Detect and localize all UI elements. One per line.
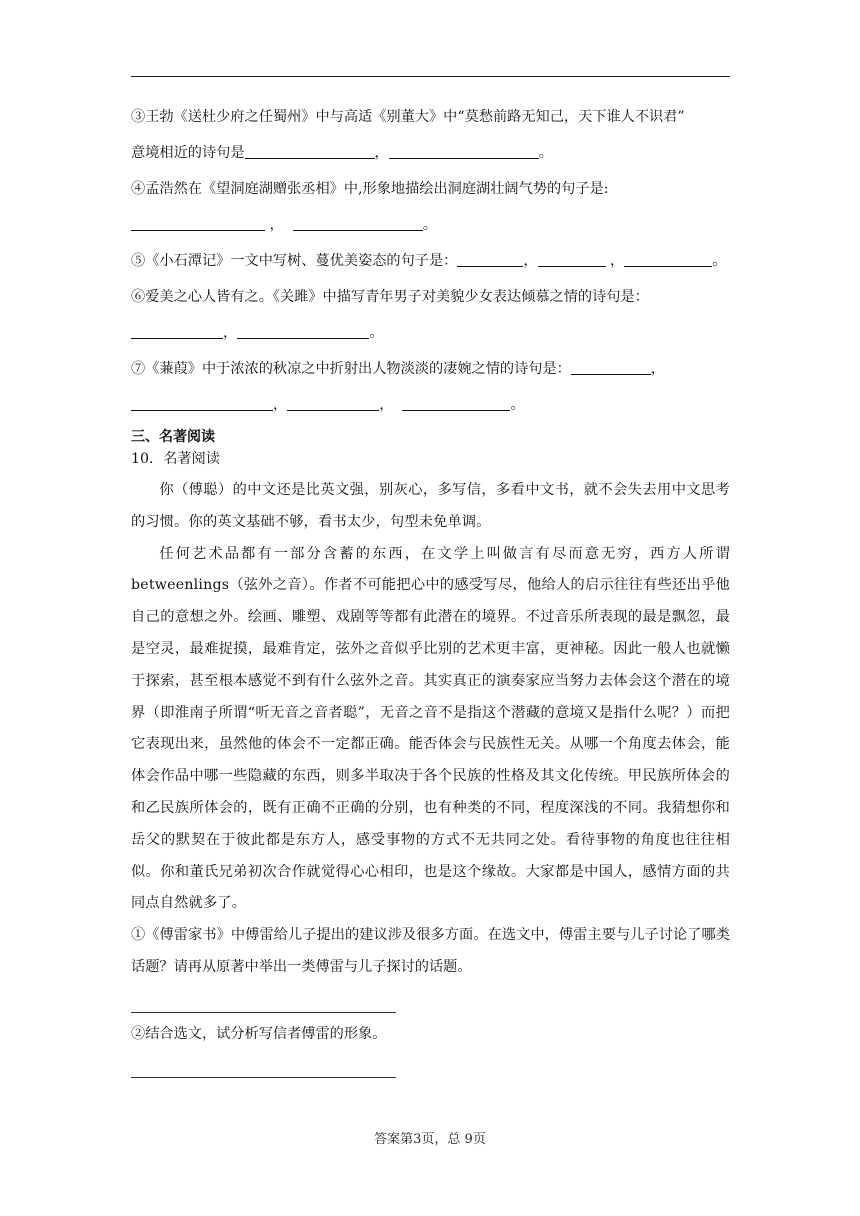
q3-prefix: 意境相近的诗句是 bbox=[131, 145, 245, 161]
q6-text: ⑥爱美之心人皆有之。《关雎》中描写青年男子对美貌少女表达倾慕之情的诗句是： bbox=[131, 289, 649, 305]
q3-text: ③王勃《送杜少府之任蜀州》中与高适《别董大》中“莫愁前路无知己，天下谁人不识君” bbox=[131, 109, 685, 125]
q4-line1 bbox=[131, 179, 730, 199]
answer-blank[interactable] bbox=[237, 324, 369, 339]
q5-line bbox=[131, 251, 730, 271]
answer-line[interactable] bbox=[131, 1077, 396, 1078]
punct: ， bbox=[273, 397, 288, 413]
answer-line[interactable] bbox=[131, 1012, 396, 1013]
answer-blank[interactable] bbox=[571, 360, 651, 375]
punct: 。 bbox=[538, 145, 553, 161]
answer-blank[interactable] bbox=[389, 144, 539, 159]
answer-blank[interactable] bbox=[131, 324, 223, 339]
passage-paragraph-2: 任何艺术品都有一部分含蓄的东西，在文学上叫做言有尽而意无穷，西方人所谓betweenlings（弦外之音）。作者不可能把心中的感受写尽，他给人的启示往往有些还出乎他自己的意想之外。绘画、雕塑、戏剧等等都有此潜在的境界。不过音乐所表现的最是飘忽，最是空灵，最难捉摸，最难肯定，弦外之音似乎比别的艺术更丰富，更神秘。因此一般人也就懒于探索，甚至根本感觉不到有什么弦外之音。其实真正的演奏家应当努力去体会这个潜在的境界（即淮南子所谓“听无音之音者聪”，无音之音不是指这个潜藏的意境又是指什么呢？）而把它表现出来，虽然他的体会不一定都正确。能否体会与民族性无关。从哪一个角度去体会，能体会作品中哪一些隐藏的东西，则多半取决于各个民族的性格及其文化传统。甲民族所体会的和乙民族所体会的，既有正确不正确的分别，也有种类的不同，程度深浅的不同。我猜想你和岳父的默契在于彼此都是东方人，感受事物的方式不无共同之处。看待事物的角度也往往相似。你和董氏兄弟初次合作就觉得心心相印，也是这个缘故。大家都是中国人，感情方面的共同点自然就多了。 bbox=[131, 545, 730, 912]
punct: 。 bbox=[712, 253, 727, 269]
q3-line2 bbox=[131, 143, 730, 163]
punct: ， bbox=[605, 253, 625, 269]
answer-blank[interactable] bbox=[287, 396, 379, 411]
section-heading: 三、名著阅读 bbox=[131, 429, 215, 445]
answer-blank[interactable] bbox=[131, 216, 265, 231]
answer-blank[interactable] bbox=[538, 252, 606, 267]
punct: ， bbox=[374, 145, 389, 161]
header-rule bbox=[131, 76, 730, 77]
passage-paragraph-1: 你（傅聪）的中文还是比英文强，别灰心，多写信，多看中文书，就不会失去用中文思考的习惯。你的英文基础不够，看书太少，句型未免单调。 bbox=[131, 482, 730, 530]
sub-question-1: ①《傅雷家书》中傅雷给儿子提出的建议涉及很多方面。在选文中，傅雷主要与儿子讨论了哪类话题？请再从原著中举出一类傅雷与儿子探讨的话题。 bbox=[131, 927, 730, 975]
q5-text: ⑤《小石潭记》一文中写树、蔓优美姿态的句子是： bbox=[131, 253, 458, 269]
q7-line1 bbox=[131, 359, 730, 379]
q7-line2 bbox=[131, 395, 730, 415]
page-footer: 答案第3页，总 9页 bbox=[374, 1132, 486, 1147]
sub-question-2: ②结合选文，试分析写信者傅雷的形象。 bbox=[131, 1025, 387, 1042]
punct: ， bbox=[265, 217, 284, 233]
question-title: 10．名著阅读 bbox=[131, 451, 220, 467]
q6-line1 bbox=[131, 287, 730, 307]
punct: ， bbox=[650, 361, 666, 377]
q7-text: ⑦《蒹葭》中于浓浓的秋凉之中折射出人物淡淡的凄婉之情的诗句是： bbox=[131, 361, 571, 377]
q3-line1 bbox=[131, 107, 730, 127]
answer-blank[interactable] bbox=[245, 144, 375, 159]
punct: 。 bbox=[369, 325, 384, 341]
punct: ， bbox=[523, 253, 538, 269]
page-content bbox=[131, 107, 730, 1078]
answer-blank[interactable] bbox=[402, 396, 510, 411]
answer-blank[interactable] bbox=[293, 216, 423, 231]
answer-blank[interactable] bbox=[131, 396, 273, 411]
punct: ， bbox=[223, 325, 238, 341]
punct: 。 bbox=[422, 217, 437, 233]
answer-blank[interactable] bbox=[457, 252, 523, 267]
q4-text: ④孟浩然在《望洞庭湖赠张丞相》中,形象地描绘出洞庭湖壮阔气势的句子是: bbox=[131, 181, 609, 197]
q6-line2 bbox=[131, 323, 730, 343]
answer-blank[interactable] bbox=[624, 252, 712, 267]
punct: ， bbox=[379, 397, 394, 413]
punct: 。 bbox=[510, 397, 525, 413]
q4-line2 bbox=[131, 215, 730, 235]
